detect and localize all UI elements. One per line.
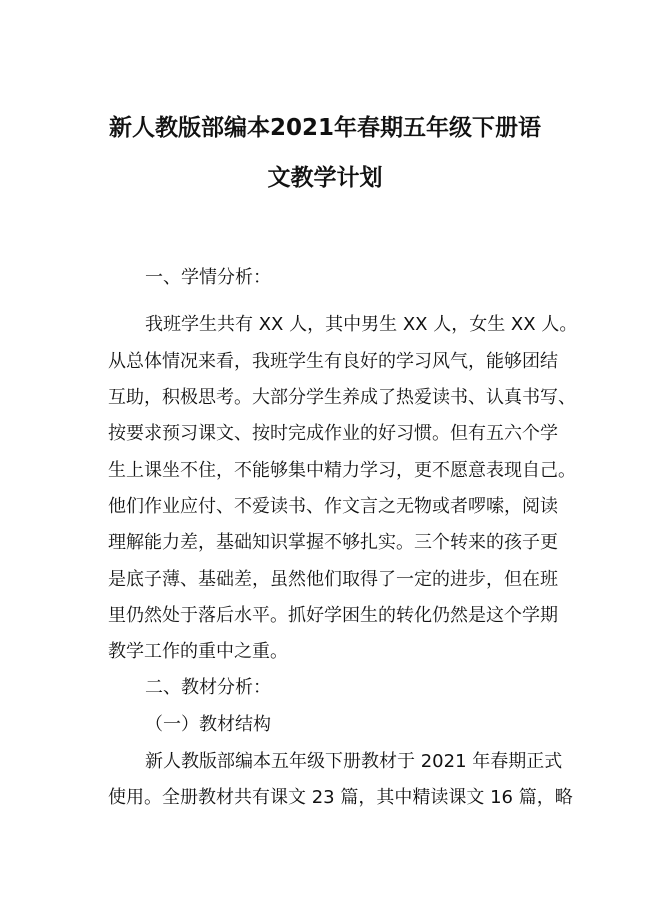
document-title-line-1: 新人教版部编本2021年春期五年级下册语 xyxy=(108,115,541,141)
section-heading-textbook-analysis: 二、教材分析： xyxy=(145,677,271,698)
paragraph-line: 按要求预习课文、按时完成作业的好习惯。但有五六个学 xyxy=(108,423,558,444)
paragraph-line: 互助，积极思考。大部分学生养成了热爱读书、认真书写、 xyxy=(108,387,576,408)
paragraph-line: 使用。全册教材共有课文 23 篇，其中精读课文 16 篇，略 xyxy=(108,787,573,808)
paragraph-line: 新人教版部编本五年级下册教材于 2021 年春期正式 xyxy=(145,751,563,772)
paragraph-line: 生上课坐不住，不能够集中精力学习，更不愿意表现自己。 xyxy=(108,460,576,481)
paragraph-line: 我班学生共有 XX 人，其中男生 XX 人，女生 XX 人。 xyxy=(145,314,578,335)
subsection-heading-textbook-structure: （一）教材结构 xyxy=(145,714,271,735)
paragraph-line: 他们作业应付、不爱读书、作文言之无物或者啰嗦，阅读 xyxy=(108,496,558,517)
paragraph-line: 里仍然处于落后水平。抓好学困生的转化仍然是这个学期 xyxy=(108,605,558,626)
paragraph-line: 从总体情况来看，我班学生有良好的学习风气，能够团结 xyxy=(108,351,558,372)
document-title-line-2: 文教学计划 xyxy=(267,165,383,191)
section-heading-student-analysis: 一、学情分析： xyxy=(145,267,271,288)
paragraph-line: 教学工作的重中之重。 xyxy=(108,641,288,662)
paragraph-line: 理解能力差，基础知识掌握不够扎实。三个转来的孩子更 xyxy=(108,532,558,553)
paragraph-line: 是底子薄、基础差，虽然他们取得了一定的进步，但在班 xyxy=(108,569,558,590)
